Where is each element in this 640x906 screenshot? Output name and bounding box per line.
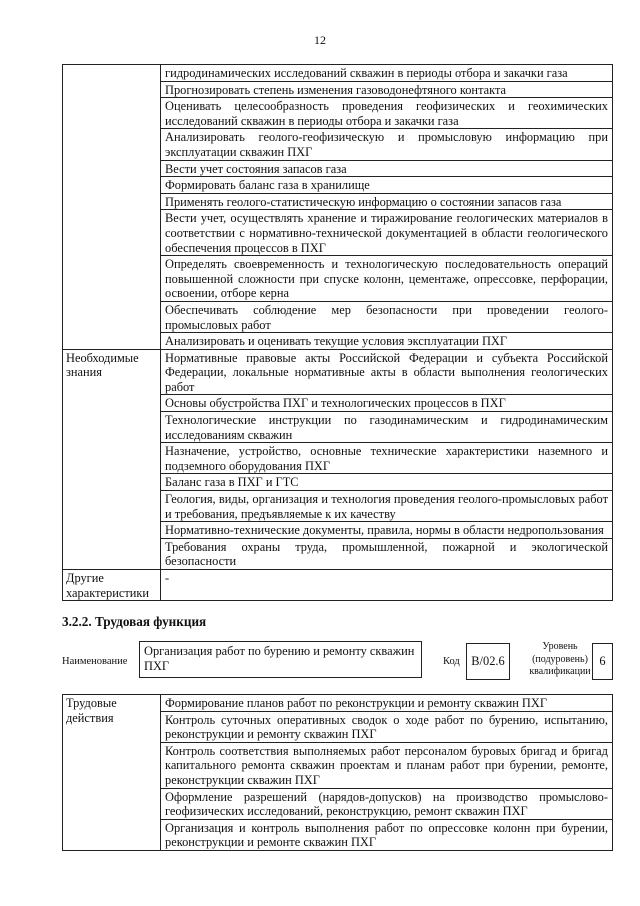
table-cell: Анализировать и оценивать текущие условия эксплуатации ПХГ (161, 333, 613, 350)
table-cell: Анализировать геолого-геофизическую и промысловую информацию при эксплуатации скважин ПХГ (161, 129, 613, 160)
table-cell: Нормативные правовые акты Российской Федерации и субъекта Российской Федерации, локальные нормативные акты в области выполнения геологических работ (161, 349, 613, 395)
table-cell: Нормативно-технические документы, правила, нормы в области недропользования (161, 522, 613, 539)
level-value: 6 (592, 643, 613, 680)
row-label: Другие характеристики (63, 570, 161, 601)
table-cell: Основы обустройства ПХГ и технологических процессов в ПХГ (161, 395, 613, 412)
table-cell: Формировать баланс газа в хранилище (161, 177, 613, 194)
page-number: 12 (314, 33, 326, 47)
table-cell: Организация и контроль выполнения работ по опрессовке колонн при бурении, реконструкции и ремонте скважин ПХГ (161, 819, 613, 850)
table-cell: Вести учет состояния запасов газа (161, 160, 613, 177)
table-cell: Обеспечивать соблюдение мер безопасности при проведении геолого-промысловых работ (161, 301, 613, 332)
function-name: Организация работ по бурению и ремонту скважин ПХГ (139, 641, 422, 678)
table-cell: Применять геолого-статистическую информацию о состоянии запасов газа (161, 193, 613, 210)
table-cell: Назначение, устройство, основные технические характеристики наземного и подземного оборудования ПХГ (161, 443, 613, 474)
table-cell: - (161, 570, 613, 601)
row-label: Трудовые действия (63, 695, 161, 851)
row-label (63, 65, 161, 350)
table-cell: Определять своевременность и технологическую последовательность операций повышенной сложности при спуске колонн, цементаже, опрессовке, перфорации, освоении, отборе керна (161, 256, 613, 302)
level-label: Уровень (подуровень) квалификации (529, 641, 591, 677)
table-cell: Вести учет, осуществлять хранение и тиражирование геологических материалов в соответствии с нормативно-технической документацией в области геологического обеспечения процессов в ПХГ (161, 210, 613, 256)
function-header (62, 641, 612, 681)
code-label: Код (443, 656, 460, 667)
table-cell: Геология, виды, организация и технология проведения геолого-промысловых работ и требования, предъявляемые к их качеству (161, 491, 613, 522)
function-code: В/02.6 (466, 643, 510, 680)
actions-table (62, 694, 613, 851)
table-row (63, 570, 613, 601)
row-label: Необходимые знания (63, 349, 161, 569)
table-cell: Баланс газа в ПХГ и ГТС (161, 474, 613, 491)
table-cell: Контроль соответствия выполняемых работ персоналом буровых бригад и бригад капитального ремонта скважин проектам и планам работ при бурении, ремонте, реконструкции скважин ПХГ (161, 742, 613, 788)
table-cell: Технологические инструкции по газодинамическим и гидродинамическим исследованиям скважин (161, 412, 613, 443)
table-cell: Оформление разрешений (нарядов-допусков) на производство промыслово-геофизических исследований, реконструкцию, ремонт скважин ПХГ (161, 788, 613, 819)
name-label: Наименование (62, 656, 128, 667)
section-title: 3.2.2. Трудовая функция (62, 614, 207, 629)
table-cell: Оценивать целесообразность проведения геофизических и геохимических исследований скважин в периоды отбора и закачки газа (161, 98, 613, 129)
skills-table (62, 64, 613, 601)
table-row (63, 65, 613, 82)
table-cell: Формирование планов работ по реконструкции и ремонту скважин ПХГ (161, 695, 613, 712)
table-cell: Требования охраны труда, промышленной, пожарной и экологической безопасности (161, 538, 613, 569)
table-cell: Контроль суточных оперативных сводок о ходе работ по бурению, испытанию, реконструкции и ремонту скважин ПХГ (161, 711, 613, 742)
table-cell: гидродинамических исследований скважин в периоды отбора и закачки газа (161, 65, 613, 82)
table-cell: Прогнозировать степень изменения газоводонефтяного контакта (161, 81, 613, 98)
table-row (63, 349, 613, 395)
table-row (63, 695, 613, 712)
